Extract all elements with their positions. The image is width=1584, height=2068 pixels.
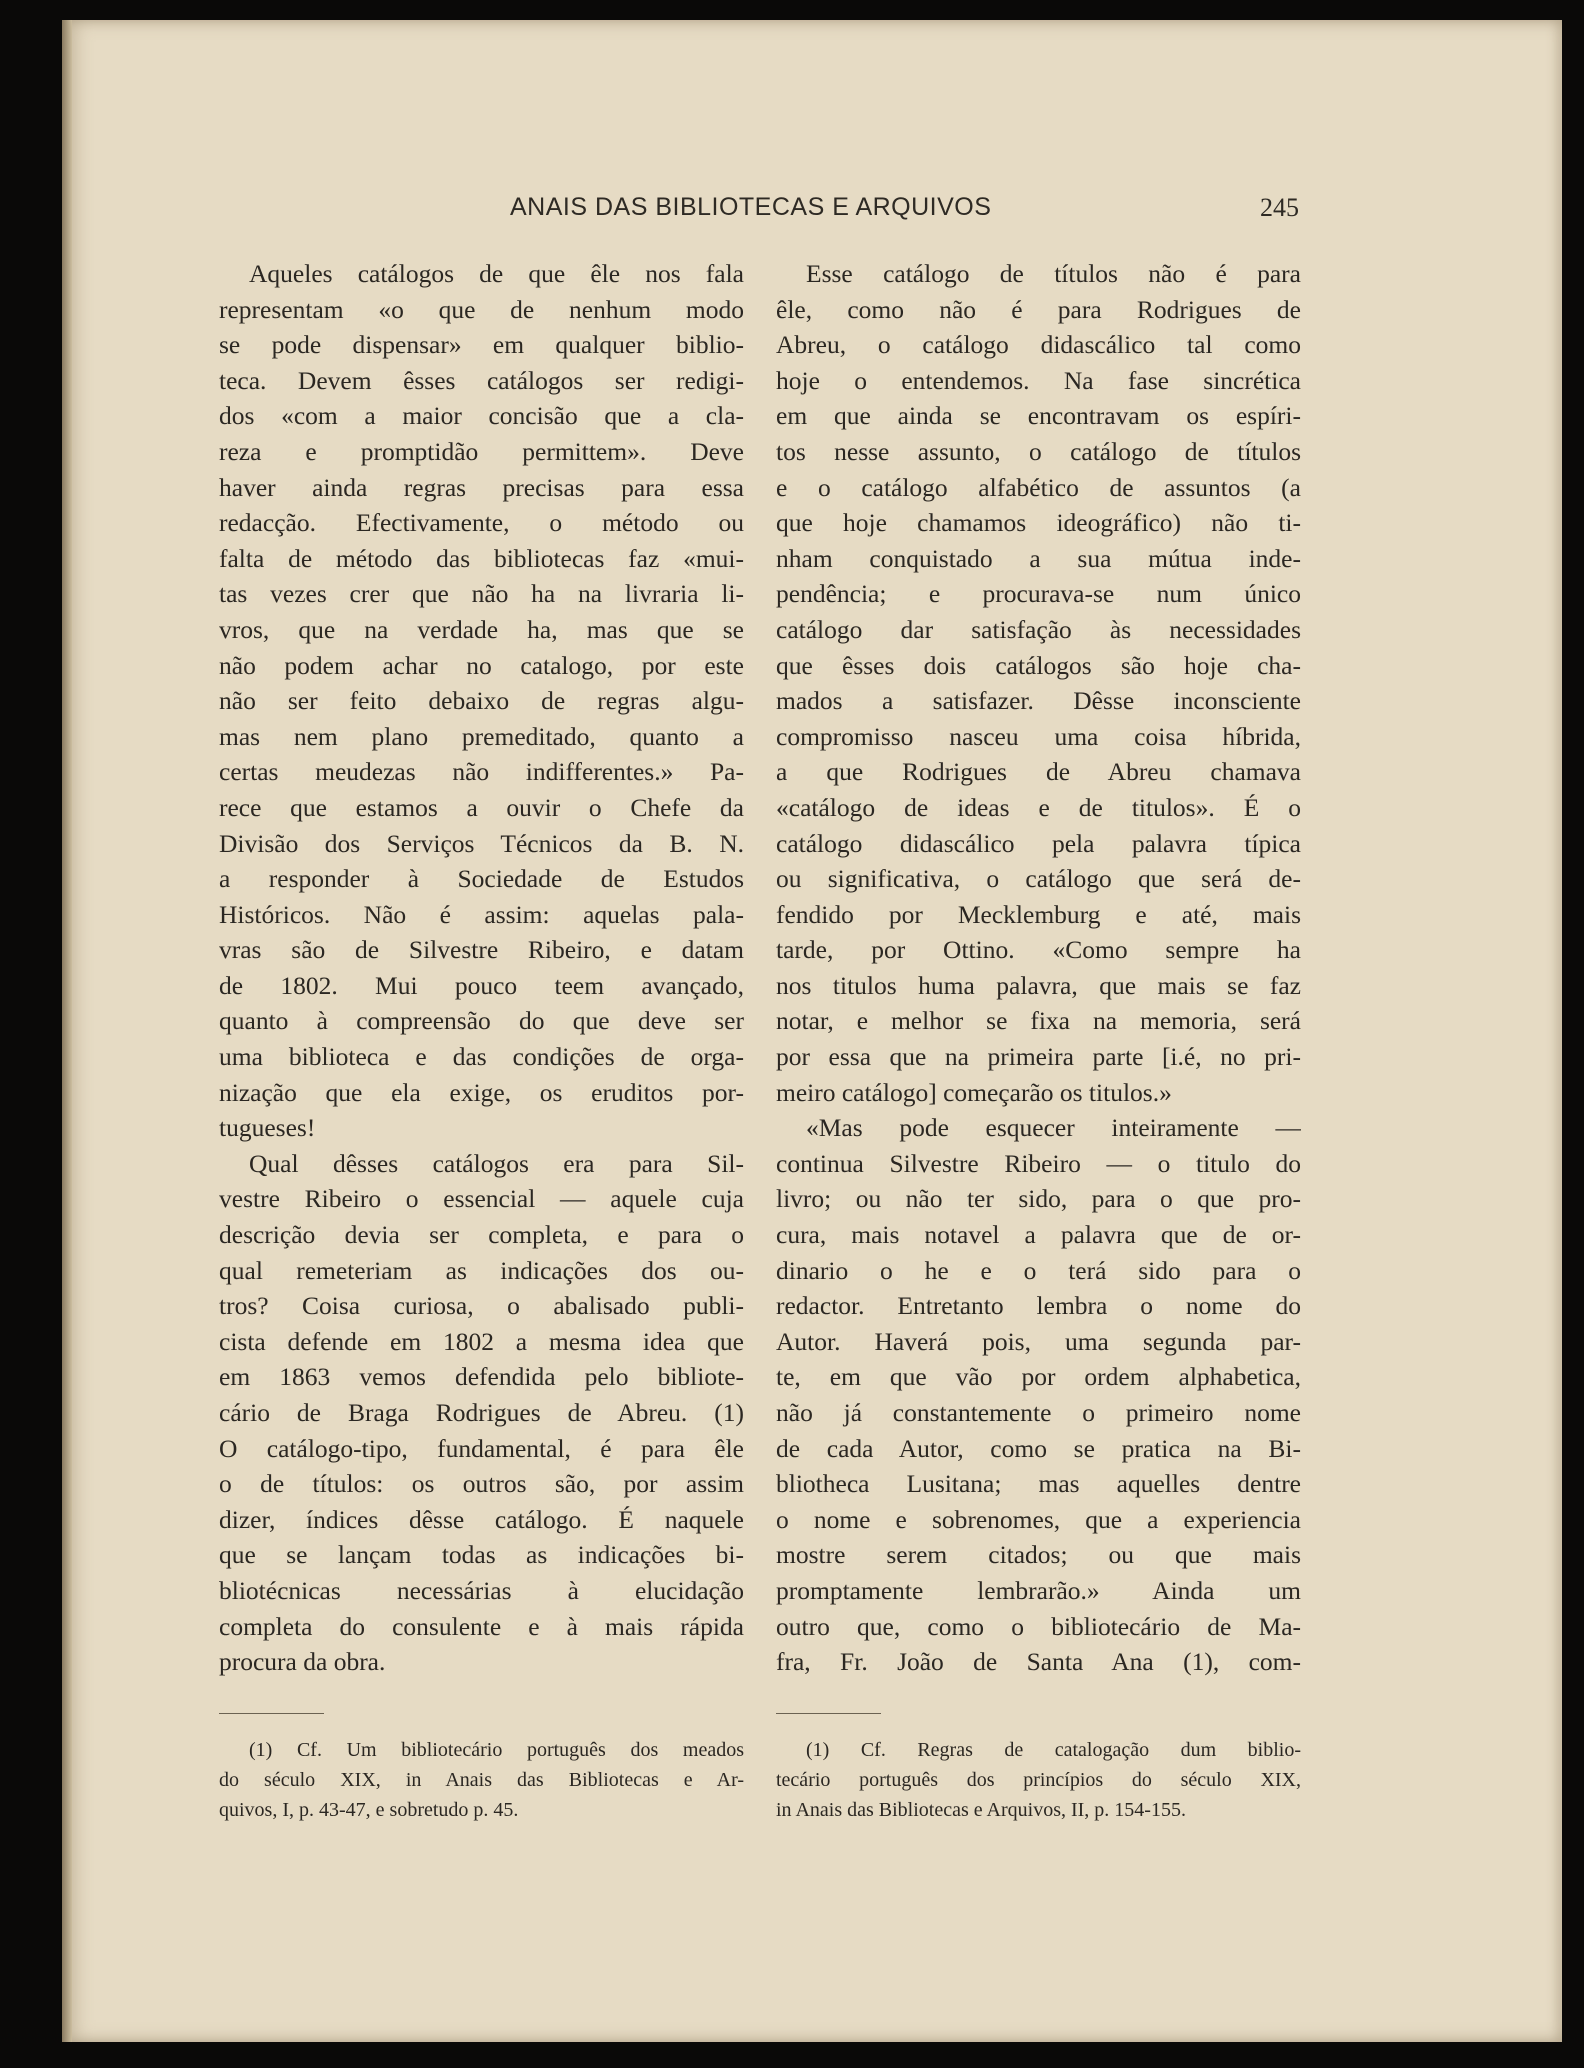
text-line: falta de método das bibliotecas faz «mui- <box>219 543 744 573</box>
text-line: Qual dêsses catálogos era para Sil- <box>249 1148 744 1178</box>
text-line: te, em que vão por ordem alphabetica, <box>776 1362 1301 1392</box>
text-line: quivos, I, p. 43-47, e sobretudo p. 45. <box>219 1799 519 1821</box>
text-line: reza e promptidão permittem». Deve <box>219 436 744 466</box>
text-line: tas vezes crer que não ha na livraria li- <box>219 579 744 609</box>
page-gutter <box>62 20 72 2042</box>
text-line: do século XIX, in Anais das Bibliotecas e Ar- <box>219 1769 744 1791</box>
text-line: «Mas pode esquecer inteiramente — <box>806 1113 1301 1143</box>
text-line: livro; ou não ter sido, para o que pro- <box>776 1184 1301 1214</box>
footnote-rule-right <box>776 1713 881 1714</box>
footnote-left <box>219 1735 744 1825</box>
text-line: cário de Braga Rodrigues de Abreu. (1) <box>219 1398 744 1427</box>
text-line: ou significativa, o catálogo que será de- <box>776 864 1301 894</box>
text-line: a que Rodrigues de Abreu chamava <box>776 757 1301 787</box>
text-line: hoje o entendemos. Na fase sincrética <box>776 365 1301 395</box>
text-line: certas meudezas não indifferentes.» Pa- <box>219 757 744 787</box>
text-line: mas nem plano premeditado, quanto a <box>219 721 744 751</box>
footnote-right <box>776 1735 1301 1825</box>
text-line: Abreu, o catálogo didascálico tal como <box>776 330 1301 360</box>
text-line: que êsses dois catálogos são hoje cha- <box>776 650 1301 680</box>
text-line: dinario o he e o terá sido para o <box>776 1255 1301 1285</box>
text-line: de 1802. Mui pouco teem avançado, <box>219 970 744 1000</box>
text-line: em 1863 vemos defendida pelo bibliote- <box>219 1362 744 1392</box>
text-line: vros, que na verdade ha, mas que se <box>219 614 744 644</box>
text-line: vras são de Silvestre Ribeiro, e datam <box>219 935 744 965</box>
text-line: descrição devia ser completa, e para o <box>219 1220 744 1250</box>
page-number: 245 <box>1260 193 1299 222</box>
text-line: cura, mais notavel a palavra que de or- <box>776 1220 1301 1250</box>
text-line: não já constantemente o primeiro nome <box>776 1398 1301 1427</box>
text-line: completa do consulente e à mais rápida <box>219 1611 744 1641</box>
text-line: dos «com a maior concisão que a cla- <box>219 401 744 431</box>
text-line: teca. Devem êsses catálogos ser redigi- <box>219 365 744 395</box>
text-line: não podem achar no catalogo, por este <box>219 650 744 680</box>
text-line: bliotheca Lusitana; mas aquelles dentre <box>776 1469 1301 1499</box>
text-line: O catálogo-tipo, fundamental, é para êle <box>219 1433 744 1463</box>
text-line: mostre serem citados; ou que mais <box>776 1540 1301 1570</box>
text-line: que hoje chamamos ideográfico) não ti- <box>776 508 1301 538</box>
text-line: catálogo didascálico pela palavra típica <box>776 828 1301 858</box>
text-line: Autor. Haverá pois, uma segunda par- <box>776 1326 1301 1356</box>
text-line: e o catálogo alfabético de assuntos (a <box>776 472 1301 502</box>
text-line: tecário português dos princípios do século XIX, <box>776 1769 1301 1791</box>
text-line: quanto à compreensão do que deve ser <box>219 1006 744 1036</box>
text-line: «catálogo de ideas e de titulos». É o <box>776 792 1301 822</box>
text-line: que se lançam todas as indicações bi- <box>219 1540 744 1570</box>
text-line: o de títulos: os outros são, por assim <box>219 1469 744 1499</box>
text-line: haver ainda regras precisas para essa <box>219 472 744 502</box>
text-line: (1) Cf. Regras de catalogação dum biblio- <box>806 1739 1301 1761</box>
text-line: em que ainda se encontravam os espíri- <box>776 401 1301 431</box>
text-line: representam «o que de nenhum modo <box>219 294 744 324</box>
text-line: notar, e melhor se fixa na memoria, será <box>776 1006 1301 1036</box>
text-line: rece que estamos a ouvir o Chefe da <box>219 792 744 822</box>
text-line: redactor. Entretanto lembra o nome do <box>776 1291 1301 1321</box>
text-line: não ser feito debaixo de regras algu- <box>219 686 744 716</box>
text-line: compromisso nasceu uma coisa híbrida, <box>776 721 1301 751</box>
text-line: o nome e sobrenomes, que a experiencia <box>776 1504 1301 1534</box>
text-line: Aqueles catálogos de que êle nos fala <box>249 259 744 288</box>
text-line: meiro catálogo] começarão os titulos.» <box>776 1077 1172 1107</box>
text-line: nização que ela exige, os eruditos por- <box>219 1077 744 1107</box>
text-line: redacção. Efectivamente, o método ou <box>219 508 744 538</box>
text-line: pendência; e procurava-se num único <box>776 579 1301 609</box>
text-line: bliotécnicas necessárias à elucidação <box>219 1575 744 1605</box>
text-line: (1) Cf. Um bibliotecário português dos meados <box>249 1739 744 1761</box>
text-line: tugueses! <box>219 1113 316 1143</box>
footnote-rule-left <box>219 1713 324 1714</box>
text-line: tarde, por Ottino. «Como sempre ha <box>776 935 1301 965</box>
text-line: catálogo dar satisfação às necessidades <box>776 614 1301 644</box>
right-column <box>776 256 1301 1680</box>
text-line: mados a satisfazer. Dêsse inconsciente <box>776 686 1301 716</box>
running-title: ANAIS DAS BIBLIOTECAS E ARQUIVOS <box>510 193 992 221</box>
page-header <box>0 193 1584 229</box>
text-line: procura da obra. <box>219 1647 386 1677</box>
text-line: in Anais das Bibliotecas e Arquivos, II, p. 154-155. <box>776 1799 1186 1821</box>
text-line: outro que, como o bibliotecário de Ma- <box>776 1611 1301 1641</box>
text-line: por essa que na primeira parte [i.é, no pri- <box>776 1042 1301 1072</box>
text-line: qual remeteriam as indicações dos ou- <box>219 1255 744 1285</box>
text-line: uma biblioteca e das condições de orga- <box>219 1042 744 1072</box>
text-line: cista defende em 1802 a mesma idea que <box>219 1326 744 1356</box>
text-line: promptamente lembrarão.» Ainda um <box>776 1575 1301 1605</box>
text-line: tos nesse assunto, o catálogo de títulos <box>776 436 1301 466</box>
text-line: se pode dispensar» em qualquer biblio- <box>219 330 744 360</box>
text-line: êle, como não é para Rodrigues de <box>776 294 1301 324</box>
text-line: nos titulos huma palavra, que mais se faz <box>776 970 1301 1000</box>
text-line: continua Silvestre Ribeiro — o titulo do <box>776 1148 1301 1178</box>
text-line: Esse catálogo de títulos não é para <box>806 259 1301 288</box>
text-line: a responder à Sociedade de Estudos <box>219 864 744 894</box>
text-line: de cada Autor, como se pratica na Bi- <box>776 1433 1301 1463</box>
text-line: fendido por Mecklemburg e até, mais <box>776 899 1301 929</box>
text-line: nham conquistado a sua mútua inde- <box>776 543 1301 573</box>
text-line: fra, Fr. João de Santa Ana (1), com- <box>776 1647 1301 1677</box>
text-line: tros? Coisa curiosa, o abalisado publi- <box>219 1291 744 1321</box>
left-column <box>219 256 744 1680</box>
text-line: vestre Ribeiro o essencial — aquele cuja <box>219 1184 744 1214</box>
text-line: Históricos. Não é assim: aquelas pala- <box>219 899 744 929</box>
text-line: dizer, índices dêsse catálogo. É naquele <box>219 1504 744 1534</box>
text-line: Divisão dos Serviços Técnicos da B. N. <box>219 828 744 858</box>
